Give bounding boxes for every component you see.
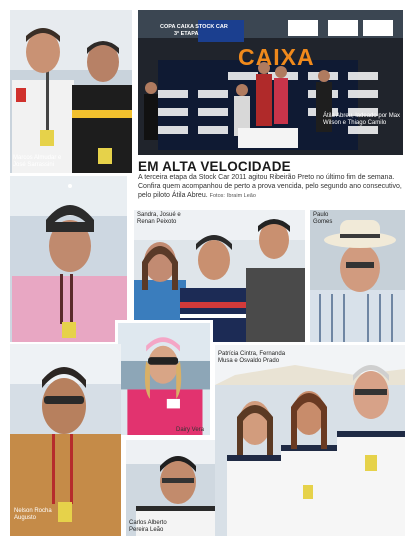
article-headline: EM ALTA VELOCIDADE (138, 159, 291, 174)
article-body-text: A terceira etapa da Stock Car 2011 agitou Ribeirão Preto no último fim de semana. Confira quem acompanhou de perto a prova vencida, pelo segundo ano consecutivo, pelo piloto Átila Abreu. (138, 174, 402, 199)
photo-marcos-jose (10, 10, 132, 173)
caption-peixoto: Sandra, Josué e Renan Peixoto (137, 212, 181, 225)
caption-nelson: Nelson Rocha Augusto (14, 508, 52, 521)
photo-nelson (10, 344, 121, 536)
caption-marcos-jose: Marcos Almudar e José Sarrassini (13, 155, 62, 168)
caption-atila: Átila Abreu, ladeado por Max Wilson e Thiago Camilo (323, 113, 401, 126)
banner-event: COPA CAIXA STOCK CAR (160, 24, 228, 30)
banner-stage: 3ª ETAPA (174, 31, 199, 37)
article-body (138, 173, 408, 201)
photo-credit-name: Ibraim Leão (226, 193, 256, 199)
caption-carlos: Carlos Alberto Pereira Leão (129, 520, 167, 533)
photo-credit-label: Fotos: (209, 193, 225, 199)
photo-paulo (310, 210, 405, 342)
photo-podium (138, 10, 403, 155)
caption-paulo: Paulo Gomes (313, 212, 333, 225)
photo-pedro (10, 176, 127, 342)
photo-patricia-fernanda-osvaldo (215, 345, 405, 536)
caption-dairy: Dairy Vera (176, 427, 205, 433)
caption-patricia-fernanda-osvaldo: Patrícia Cintra, Fernanda Musa e Osvaldo Prado (218, 351, 286, 364)
photo-dairy (115, 320, 213, 438)
banner-brand: CAIXA (238, 44, 315, 70)
